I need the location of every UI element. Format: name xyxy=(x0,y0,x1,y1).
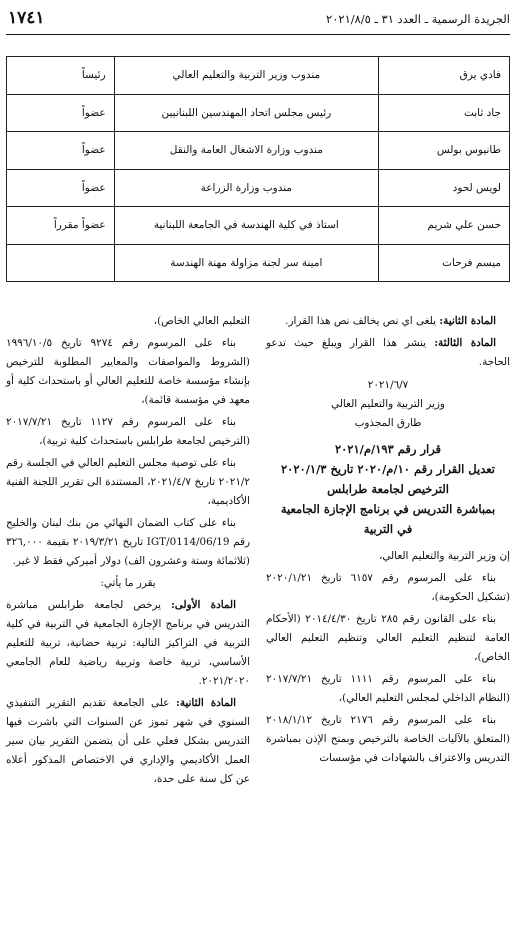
member-role: عضواً xyxy=(7,94,115,132)
signature-block xyxy=(266,376,510,433)
member-name: جاد ثابت xyxy=(379,94,510,132)
article-1-text: يرخص لجامعة طرابلس مباشرة التدريس في برنامج الإجازة الجامعية في التربية في كلية التربية في التراكيز التالية: تربية حضانية، تربية للتعليم الأساسي، تربية خاصة وتربية رياضية للعام الجامعي ٢٠٢١/٢٠٢٠. xyxy=(6,599,250,687)
recital-paragraph: بناء على كتاب الضمان النهائي من بنك لبنان والخليج رقم IGT/0114/06/19 تاريخ ٢٠١٩/٣/٢١ بقيمة ٣٢٦,٠٠٠ (ثلاثمائة وستة وعشرون الف) دولار أميركي فقط لا غير. xyxy=(6,517,251,567)
article-2-text: على الجامعة تقديم التقرير التنفيذي السنوي في شهر تموز عن السنوات التي باشرت فيها التدريس بشكل فعلي على أن يتضمن التقرير بيان سير العمل الأكاديمي والإداري في الاختصاص المذكور أعلاه عن كل سنة على حدة، xyxy=(6,697,250,785)
decision-subject-line: في التربية xyxy=(363,522,413,536)
signer-name: طارق المجذوب xyxy=(354,417,422,429)
recital-paragraph: بناء على القانون رقم ٢٨٥ تاريخ ٢٠١٤/٤/٣٠ (الأحكام العامة لتنظيم التعليم العالي وتنظيم التعليم العالي الخاص)، xyxy=(266,613,510,663)
right-column xyxy=(266,312,510,771)
member-name: حسن علي شريم xyxy=(379,207,510,245)
recital-paragraph: بناء على توصية مجلس التعليم العالي في الجلسة رقم ٢٠٢١/٢ تاريخ ٢٠٢١/٤/٧، المستندة الى تقرير اللجنة الفنية الأكاديمية، xyxy=(6,457,250,507)
resolution-statement: يقرر ما يأتي: xyxy=(100,577,156,589)
table-row xyxy=(7,94,510,132)
article-3-text: ينشر هذا القرار ويبلغ حيث تدعو الحاجة. xyxy=(266,337,510,368)
table-row xyxy=(7,169,510,207)
recital-paragraph: بناء على المرسوم رقم ٢١٧٦ تاريخ ٢٠١٨/١/١٢ (المتعلق بالآليات الخاصة بالترخيص وبمنح الإذن بمباشرة التدريس والاعتراف بالشهادات في مؤسسات xyxy=(266,714,510,764)
left-column xyxy=(6,312,250,792)
article-2-label: المادة الثانية: xyxy=(439,315,496,327)
member-position: امينة سر لجنة مزاولة مهنة الهندسة xyxy=(114,244,378,282)
article-2-text: يلغى اي نص يخالف نص هذا القرار. xyxy=(285,315,436,327)
recital-paragraph: بناء على المرسوم رقم ١١٢٧ تاريخ ٢٠١٧/٧/٢١ (الترخيص لجامعة طرابلس باستحداث كلية تربية)، xyxy=(6,416,250,447)
table-row xyxy=(7,132,510,170)
decision-subject-line: تعديل القرار رقم ١٠/م/٢٠٢٠ تاريخ ٢٠٢٠/١/٣ xyxy=(281,462,495,476)
article-1-label: المادة الأولى: xyxy=(170,599,236,611)
member-name: ميسم فرحات xyxy=(379,244,510,282)
page-header xyxy=(6,6,510,32)
article-1-paragraph xyxy=(6,596,250,691)
member-role xyxy=(7,244,115,282)
member-name: طانيوس بولس xyxy=(379,132,510,170)
decision-subject-line: بمباشرة التدريس في برنامج الإجازة الجامعية xyxy=(280,502,496,516)
recital-paragraph: بناء على المرسوم رقم ١١١١ تاريخ ٢٠١٧/٧/٢١ (النظام الداخلي لمجلس التعليم العالي)، xyxy=(266,673,510,704)
member-role: رئيساً xyxy=(7,57,115,95)
member-name: فادي يرق xyxy=(379,57,510,95)
header-divider xyxy=(6,34,510,35)
member-position: مندوب وزارة الاشغال العامة والنقل xyxy=(114,132,378,170)
recital-continuation: التعليم العالي الخاص)، xyxy=(153,315,250,327)
member-role: عضواً xyxy=(7,169,115,207)
member-position: مندوب وزير التربية والتعليم العالي xyxy=(114,57,378,95)
article-2-paragraph xyxy=(266,312,510,331)
recital-paragraph: بناء على المرسوم رقم ٩٢٧٤ تاريخ ١٩٩٦/١٠/٥ (الشروط والمواصفات والمعايير المطلوبة للترخيص بإنشاء مؤسسة خاصة للتعليم العالي أو باستحداث كلية أو معهد في مؤسسة قائمة)، xyxy=(6,337,250,406)
gazette-title: الجريدة الرسمية ـ العدد ٣١ ـ ٢٠٢١/٨/٥ xyxy=(326,12,510,26)
member-role: عضواً مقرراً xyxy=(7,207,115,245)
member-position: رئيس مجلس اتحاد المهندسين اللبنانيين xyxy=(114,94,378,132)
signature-date: ٢٠٢١/٦/٧ xyxy=(367,379,409,391)
decision-heading xyxy=(266,439,510,539)
decision-number: قرار رقم ١٩٣/م/٢٠٢١ xyxy=(334,442,442,456)
member-role: عضواً xyxy=(7,132,115,170)
article-3-paragraph xyxy=(266,334,510,372)
signer-title: وزير التربية والتعليم العالي xyxy=(331,398,445,410)
committee-members-table xyxy=(6,56,510,282)
page-number: ١٧٤١ xyxy=(8,8,45,28)
decision-intro: إن وزير التربية والتعليم العالي، xyxy=(378,550,510,562)
member-name: لويس لحود xyxy=(379,169,510,207)
article-2-paragraph xyxy=(6,694,250,789)
decision-subject-line: الترخيص لجامعة طرابلس xyxy=(327,482,449,496)
member-position: استاذ في كلية الهندسة في الجامعة اللبنانية xyxy=(114,207,378,245)
article-2-label: المادة الثانية: xyxy=(175,697,236,709)
member-position: مندوب وزارة الزراعة xyxy=(114,169,378,207)
article-3-label: المادة الثالثة: xyxy=(434,337,496,349)
table-row xyxy=(7,57,510,95)
table-row xyxy=(7,207,510,245)
recital-paragraph: بناء على المرسوم رقم ٦١٥٧ تاريخ ٢٠٢٠/١/٢١ (تشكيل الحكومة)، xyxy=(266,572,510,603)
table-row xyxy=(7,244,510,282)
